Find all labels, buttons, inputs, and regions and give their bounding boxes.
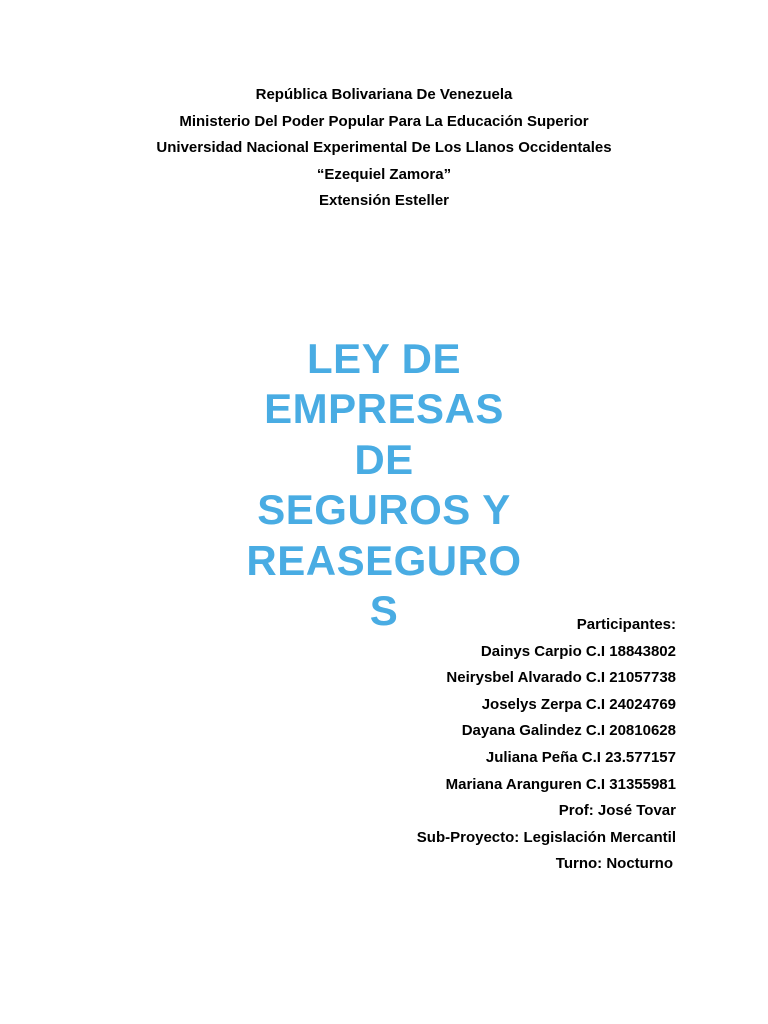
participant-entry: Juliana Peña C.I 23.577157 bbox=[485, 748, 676, 766]
participant-entry: Dayana Galindez C.I 20810628 bbox=[461, 722, 676, 740]
participant-entry: Neirysbel Alvarado C.I 21057738 bbox=[446, 669, 676, 687]
country-name: República Bolivariana De Venezuela bbox=[255, 86, 513, 103]
title-line: SEGUROS Y bbox=[257, 486, 511, 534]
subproject-name: Sub-Proyecto: Legislación Mercantil bbox=[416, 828, 676, 846]
title-line: LEY DE bbox=[307, 335, 461, 382]
participant-entry: Dainys Carpio C.I 18843802 bbox=[480, 642, 676, 660]
document-title bbox=[231, 334, 537, 636]
campus-extension: Extensión Esteller bbox=[318, 192, 450, 210]
title-line: EMPRESAS bbox=[264, 385, 504, 433]
shift-label: Turno: Nocturno bbox=[555, 855, 673, 873]
institution-header bbox=[0, 82, 768, 215]
participant-entry: Joselys Zerpa C.I 24024769 bbox=[481, 695, 676, 713]
participant-entry: Mariana Aranguren C.I 31355981 bbox=[445, 775, 676, 793]
title-line: DE bbox=[354, 435, 414, 483]
title-line: REASEGURO bbox=[246, 536, 522, 584]
university-name: Universidad Nacional Experimental De Los Llanos Occidentales bbox=[156, 139, 612, 157]
professor-name: Prof: José Tovar bbox=[558, 802, 676, 820]
participants-heading: Participantes: bbox=[576, 616, 676, 633]
university-nickname: “Ezequiel Zamora” bbox=[316, 165, 452, 183]
participants-block bbox=[417, 612, 676, 878]
title-line: S bbox=[369, 587, 399, 635]
ministry-name: Ministerio Del Poder Popular Para La Educación Superior bbox=[179, 112, 589, 130]
